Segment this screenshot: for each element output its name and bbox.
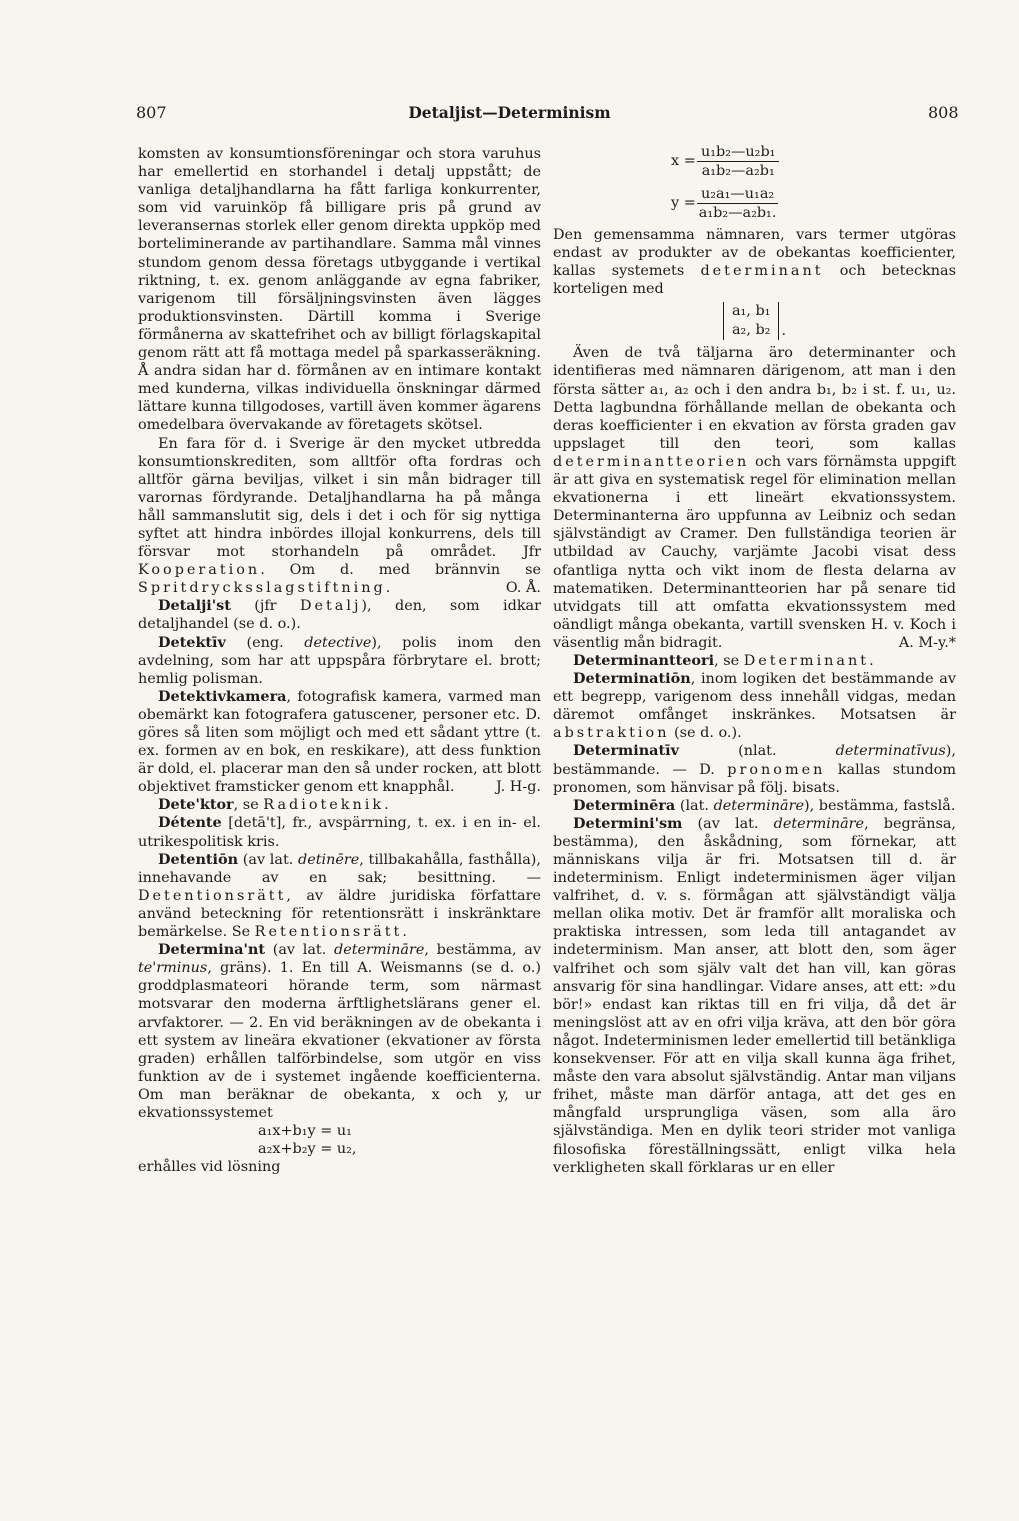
running-header	[0, 103, 1019, 127]
entry-detektor: Dete'ktor, se Radioteknik.	[158, 796, 389, 814]
determinant-matrix: a₁, b₁ a₂, b₂ .	[553, 302, 956, 340]
matrix-row-1: a₁, b₁	[731, 303, 771, 320]
cross-ref-detentionsratt: Detentionsrätt	[138, 887, 287, 904]
entry-determinativ: Determinatīv (nlat. determinatīvus), bestämmande. — D. pronomen kallas stundom pronomen, som hänvisar på följ. bisats.	[553, 742, 956, 796]
denominator: a₁b₂—a₂b₁.	[698, 204, 777, 221]
headword: Dete'ktor	[158, 796, 234, 814]
solution-text: erhålles vid lösning	[138, 1159, 281, 1176]
paragraph-common-denominator: Den gemensamma nämnaren, vars termer utgöras endast av produkter av de obekantas koefficienter, kallas systemets determinant och betecknas korteligen med	[553, 227, 956, 298]
headword: Determinatiōn	[573, 670, 691, 688]
author-signature: A. M-y.*	[898, 634, 956, 651]
headword: Determinantteori	[573, 651, 715, 669]
headword: Determina'nt	[158, 941, 266, 959]
headword: Detalji'st	[158, 597, 231, 615]
cross-ref-kooperation: Kooperation	[138, 562, 261, 579]
headword: Determinatīv	[573, 742, 679, 760]
right-column	[553, 140, 956, 1177]
term-determinantteorien: determinantteorien	[553, 453, 750, 470]
entry-detektivkamera: Detektivkamera, fotografisk kamera, varmed man obemärkt kan fotografera gatuscener, personer etc. D. göres så liten som möjligt och med ett sådant yttre (t. ex. formen av en bok, en reskikare), att dess funktion är dold, el. placerar man den så under rocken, att blott objektivet framsticker genom ett knapphål. J. H-g.	[138, 687, 541, 796]
paragraph-detaljhandel-continued: komsten av konsumtionsföreningar och stora varuhus har emellertid en storhandel i detalj uppstått; de vanliga detaljhandlarna ha fått farliga konkurrenter, som vid varuinköp få billigare pris på grund av leveransernas storlek eller genom direkta uppköp med borteliminerande av partihandlare. Samma mål vinnes stundom genom dessa företags utbyggande i vertikal riktning, t. ex. genom anläggande av egna fabriker, varigenom till försäljningsvinsten även lägges produktionsvinsten. Därtill komma i Sverige förmånerna av skattefrihet och av billigt förlagskapital genom rätt att få mottaga medel på sparkasseräkning. Å andra sidan har d. förmånen av en intimare kontakt med kunderna, vilkas individuella önskningar därmed lättare kunna tillgodoses, vartill även kommer ägarens omedelbara övervakande av företagets skötsel.	[138, 146, 541, 434]
cross-ref-detalj: Detalj	[299, 598, 362, 615]
left-column	[138, 145, 541, 1176]
entry-determinant: Determina'nt (av lat. determināre, bestämma, av te'rminus, gräns). 1. En till A. Weismanns (se d. o.) groddplasmateori hörande term, som närmast motsvarar den moderna ärftlighetslärans gener el. arvfaktorer. — 2. En vid beräkningen av de obekanta i ett system av lineära ekvationer (ekvationer av första graden) erhållen talförbindelse, som utgör en viss funktion av de i systemet ingående koefficienterna. Om man beräknar de obekanta, x och y, ur ekvationssystemet	[138, 941, 541, 1121]
formula-x: x = $\frac{\text{u₁b₂—u₂b₁}}{\text{a₁b₂—a₂b₁}}$	[671, 140, 956, 182]
cross-ref-retentionsratt: Retentionsrätt	[254, 924, 403, 941]
numerator: u₂a₁—u₁a₂	[697, 185, 778, 204]
denominator: a₁b₂—a₂b₁	[701, 162, 775, 179]
cross-ref-determinant: Determinant	[743, 652, 870, 669]
entry-detente: Détente [detā't], fr., avspärrning, t. ex. i en in- el. utrikespolitisk kris.	[138, 814, 541, 850]
paragraph-fara: En fara för d. i Sverige är den mycket utbredda konsumtionskrediten, som alltför ofta fordras och alltför gärna beviljas, vilket i sin mån bidrager till varornas fördyrande. Detaljhandlarna ha på många håll sammanslutit sig, dels i det i och för sig nyttiga syftet att hindra inbördes illojal konkurrens, dels till försvar mot storhandeln på området. Jfr Kooperation. Om d. med brännvin se Spritdrycksslagstiftning. O. Å.	[138, 435, 541, 597]
cross-ref-abstraktion: abstraktion	[553, 725, 670, 742]
entry-determinism: Determini'sm (av lat. determināre, begränsa, bestämma), den åskådning, som förnekar, att människans vilja är fri. Motsatsen till d. är indeterminism. Enligt indeterminismen äger viljan valfrihet, d. v. s. förmågan att självständigt välja mellan olika motiv. Det är framför allt moraliska och praktiska intressen, som leda till antagandet av indeterminism. Man anser, att blott den, som äger valfrihet och som själv valt det han vill, kan göras ansvarig för sina handlingar. Vidare anses, att ett: »du bör!» endast kan riktas till en fri vilja, då det är meningslöst att av en ofri vilja kräva, att den bör göra något. Indeterminismen leder emellertid till betänkliga konsekvenser. För att en vilja skall kunna äga frihet, måste den vara absolut självständig. Antar man viljans frihet, måste man därför antaga, att det ges en mångfald ursprungliga väsen, som alla äro självständiga. Men en dylik teori strider mot vanliga filosofiska föreställningssätt, enligt vilka hela verkligheten skall förklaras ur en eller	[553, 814, 957, 1176]
entry-determination: Determinatiōn, inom logiken det bestämmande av ett begrepp, varigenom dess innehåll vidgas, medan däremot omfånget inskränkes. Motsatsen är abstraktion (se d. o.).	[553, 670, 956, 742]
headword: Determinēra	[573, 796, 676, 814]
term-pronomen: pronomen	[727, 761, 826, 778]
solution-formulas	[553, 140, 956, 224]
entry-determinera: Determinēra (lat. determināre), bestämma, fastslå.	[573, 796, 956, 814]
headword: Determini'sm	[573, 814, 683, 832]
headword: Detektīv	[158, 633, 226, 651]
equation-2: a₂x+b₂y = u₂,	[258, 1141, 357, 1158]
author-signature: O. Å.	[505, 580, 541, 597]
headword: Detentiōn	[158, 850, 239, 868]
entry-determinantteori: Determinantteori, se Determinant.	[573, 651, 874, 669]
entry-detaljist: Detalji'st (jfr Detalj), den, som idkar detaljhandel (se d. o.).	[138, 597, 541, 633]
headword: Detektivkamera	[158, 687, 287, 705]
equation-1: a₁x+b₁y = u₁	[258, 1123, 352, 1140]
equation-system	[258, 1122, 541, 1158]
formula-y: y = $\frac{\text{u₂a₁—u₁a₂}}{\text{a₁b₂—a₂b₁.}}$	[671, 185, 777, 221]
page-number-right: 808	[928, 103, 959, 122]
numerator: u₁b₂—u₂b₁	[697, 143, 779, 162]
cross-ref-spritdrycksslagstiftning: Spritdrycksslagstiftning	[138, 580, 386, 597]
author-signature: J. H-g.	[496, 779, 541, 796]
matrix-row-2: a₂, b₂	[731, 322, 771, 339]
cross-ref-radioteknik: Radioteknik	[263, 797, 385, 814]
entry-detektiv: Detektīv (eng. detective), polis inom den avdelning, som har att uppspåra förbrytare el. brott; hemlig polisman.	[138, 633, 541, 687]
headword: Détente	[158, 814, 222, 832]
running-title: Detaljist—Determinism	[408, 103, 611, 122]
entry-detention: Detentiōn (av lat. detinēre, tillbakahålla, fasthålla), innehavande av en sak; besittning. — Detentionsrätt, av äldre juridiska författare använd beteckning för retentionsrätt i inskränktare bemärkelse. Se Retentionsrätt.	[138, 850, 541, 941]
term-determinant: determinant	[700, 263, 824, 280]
paragraph-aven: Även de två täljarna äro determinanter och identifieras med nämnaren därigenom, att man i den första sätter a₁, a₂ och i den andra b₁, b₂ i st. f. u₁, u₂. Detta lagbundna förhållande mellan de obekanta och deras koefficienter i en ekvation av första graden gav uppslaget till den teori, som kallas determinantteorien och vars förnämsta uppgift är att giva en systematisk regel för elimination mellan ekvationerna i ett lineärt ekvationssystem. Determinanterna äro uppfunna av Leibniz och sedan självständigt av Cramer. Den fullständiga teorien är utbildad av Cauchy, varjämte Jacobi visat dess ofantliga nytta och vikt inom de flesta delarna av matematiken. Determinantteorien har på senare tid utvidgats till att omfatta ekvationssystem med oändligt många obekanta, vartill svensken H. v. Koch i väsentlig mån bidragit. A. M-y.*	[553, 345, 956, 651]
page-number-left: 807	[136, 103, 167, 122]
